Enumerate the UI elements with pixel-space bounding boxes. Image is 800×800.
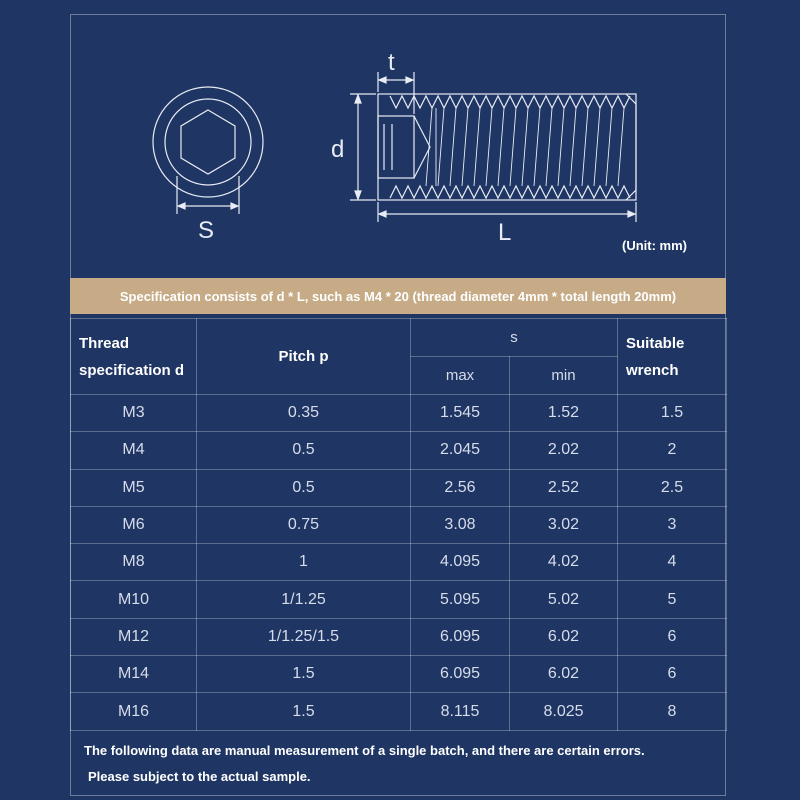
cell-pitch: 0.5 (197, 469, 411, 506)
cell-s-max: 5.095 (411, 581, 510, 618)
header-s-min: min (510, 357, 618, 395)
cell-thread: M10 (71, 581, 197, 618)
table-row (71, 506, 727, 543)
cell-s-min: 1.52 (510, 395, 618, 432)
cell-wrench: 2.5 (618, 469, 727, 506)
header-pitch: Pitch p (197, 319, 411, 395)
cell-pitch: 1/1.25/1.5 (197, 618, 411, 655)
cell-s-max: 3.08 (411, 506, 510, 543)
table-row (71, 581, 727, 618)
cell-s-max: 2.045 (411, 432, 510, 469)
header-s: s (411, 319, 618, 357)
cell-thread: M4 (71, 432, 197, 469)
cell-thread: M3 (71, 395, 197, 432)
cell-pitch: 1/1.25 (197, 581, 411, 618)
cell-wrench: 8 (618, 693, 727, 730)
cell-wrench: 6 (618, 656, 727, 693)
spec-banner-text: Specification consists of d * L, such as M4 * 20 (thread diameter 4mm * total length 20mm) (119, 288, 677, 304)
cell-thread: M6 (71, 506, 197, 543)
end-view-inner-circle (165, 99, 251, 185)
cell-thread: M8 (71, 544, 197, 581)
label-t: t (388, 49, 395, 76)
cell-wrench: 4 (618, 544, 727, 581)
cell-pitch: 1.5 (197, 656, 411, 693)
cell-wrench: 3 (618, 506, 727, 543)
header-wrench: Suitable wrench (618, 319, 727, 395)
cell-wrench: 1.5 (618, 395, 727, 432)
cell-s-max: 6.095 (411, 656, 510, 693)
header-s-max: max (411, 357, 510, 395)
cell-s-min: 8.025 (510, 693, 618, 730)
cell-s-min: 5.02 (510, 581, 618, 618)
table-row (71, 469, 727, 506)
label-d: d (331, 136, 345, 163)
table-row (71, 395, 727, 432)
cell-pitch: 0.75 (197, 506, 411, 543)
cell-s-min: 6.02 (510, 656, 618, 693)
cell-pitch: 1.5 (197, 693, 411, 730)
table-row (71, 618, 727, 655)
cell-s-min: 2.52 (510, 469, 618, 506)
cell-thread: M5 (71, 469, 197, 506)
thread-top (390, 96, 630, 108)
footer-line-2: Please subject to the actual sample. (88, 769, 311, 784)
spec-banner (70, 278, 726, 314)
footer-note (84, 738, 645, 790)
unit-label: (Unit: mm) (622, 238, 687, 253)
label-s: S (198, 217, 215, 244)
spec-table (70, 318, 727, 731)
cell-s-max: 8.115 (411, 693, 510, 730)
header-thread: Thread specification d (71, 319, 197, 395)
cell-thread: M12 (71, 618, 197, 655)
cell-s-max: 1.545 (411, 395, 510, 432)
cell-s-min: 3.02 (510, 506, 618, 543)
hex-socket-icon (181, 110, 235, 174)
table-row (71, 544, 727, 581)
cell-pitch: 0.5 (197, 432, 411, 469)
label-l: L (498, 219, 512, 246)
footer-line-1: The following data are manual measurement of a single batch, and there are certain errors. (84, 743, 645, 758)
table-row (71, 656, 727, 693)
cell-s-max: 4.095 (411, 544, 510, 581)
cell-thread: M14 (71, 656, 197, 693)
table-row (71, 693, 727, 730)
cell-wrench: 5 (618, 581, 727, 618)
cell-wrench: 6 (618, 618, 727, 655)
cell-s-max: 6.095 (411, 618, 510, 655)
end-view-outer-circle (153, 87, 263, 197)
cell-s-min: 4.02 (510, 544, 618, 581)
cell-thread: M16 (71, 693, 197, 730)
cell-s-max: 2.56 (411, 469, 510, 506)
cell-pitch: 1 (197, 544, 411, 581)
screw-diagram (0, 0, 800, 270)
cell-wrench: 2 (618, 432, 727, 469)
cell-s-min: 6.02 (510, 618, 618, 655)
table-row (71, 432, 727, 469)
cell-pitch: 0.35 (197, 395, 411, 432)
thread-bottom (390, 186, 630, 198)
cell-s-min: 2.02 (510, 432, 618, 469)
